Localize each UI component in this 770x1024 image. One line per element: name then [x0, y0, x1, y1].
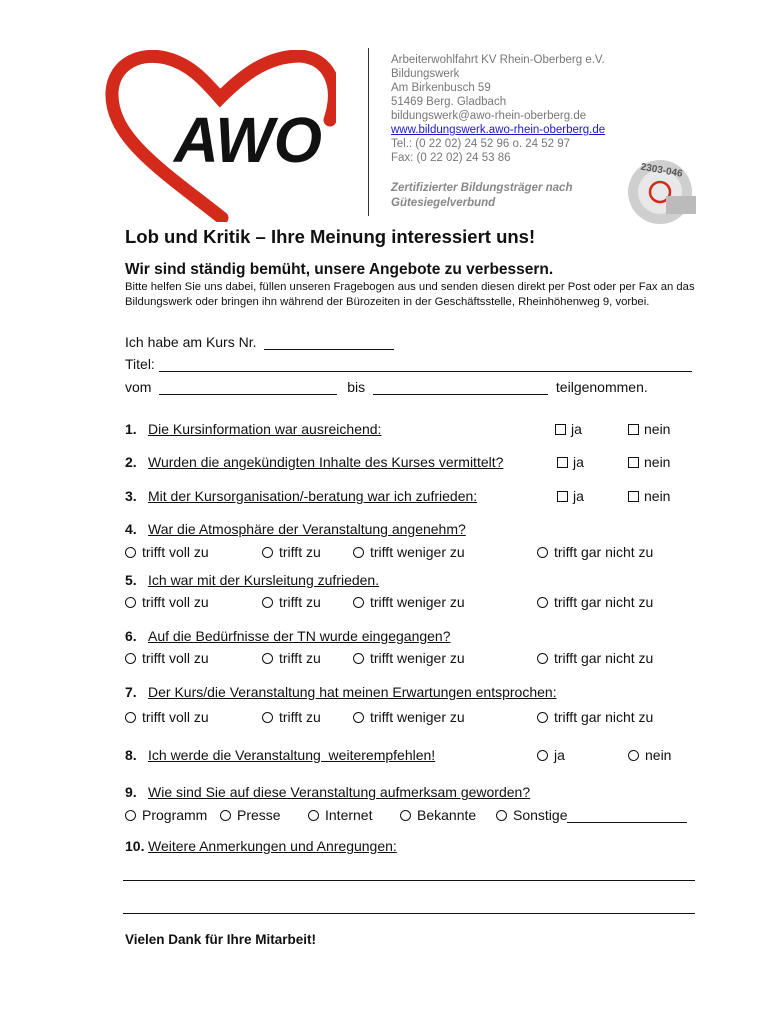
question-1: 1. Die Kursinformation war ausreichend: [125, 421, 382, 437]
page-subtitle: Wir sind ständig bemüht, unsere Angebote zu verbessern. [125, 261, 554, 278]
checkbox-icon[interactable] [628, 424, 639, 435]
from-label: vom [125, 379, 152, 395]
q5-option-voll[interactable]: trifft voll zu [125, 594, 209, 610]
sonstige-field[interactable] [567, 808, 687, 823]
question-5: 5. Ich war mit der Kursleitung zufrieden. [125, 572, 380, 588]
radio-icon[interactable] [125, 547, 136, 558]
quality-seal [622, 158, 704, 226]
q1-ja-option[interactable]: ja [555, 421, 582, 437]
course-title-row [125, 356, 692, 372]
question-10: 10. Weitere Anmerkungen und Anregungen: [125, 838, 397, 854]
course-date-row [125, 379, 648, 395]
q9-option-bekannte[interactable]: Bekannte [400, 807, 476, 823]
course-number-row [125, 334, 394, 350]
question-7: 7. Der Kurs/die Veranstaltung hat meinen Erwartungen entsprochen: [125, 684, 557, 700]
attended-label: teilgenommen. [555, 379, 648, 395]
radio-icon[interactable] [353, 597, 364, 608]
radio-icon[interactable] [628, 750, 639, 761]
org-name: Arbeiterwohlfahrt KV Rhein-Oberberg e.V. [391, 54, 605, 66]
certification-note [391, 181, 572, 211]
to-label: bis [347, 379, 366, 395]
question-2: 2. Wurden die angekündigten Inhalte des Kurses vermittelt? [125, 454, 504, 470]
radio-icon[interactable] [262, 712, 273, 723]
radio-icon[interactable] [262, 597, 273, 608]
thank-you-note: Vielen Dank für Ihre Mitarbeit! [125, 932, 317, 947]
checkbox-icon[interactable] [628, 457, 639, 468]
radio-icon[interactable] [400, 810, 411, 821]
q6-option-garnicht[interactable]: trifft gar nicht zu [537, 650, 653, 666]
radio-icon[interactable] [353, 653, 364, 664]
radio-icon[interactable] [537, 547, 548, 558]
comment-line-2[interactable] [123, 913, 695, 914]
q4-option-garnicht[interactable]: trifft gar nicht zu [537, 544, 653, 560]
q7-option-weniger[interactable]: trifft weniger zu [353, 709, 465, 725]
radio-icon[interactable] [537, 597, 548, 608]
address-block [391, 53, 605, 165]
q6-option-zu[interactable]: trifft zu [262, 650, 321, 666]
phone-number: Tel.: (0 22 02) 24 52 96 o. 24 52 97 [391, 138, 571, 150]
q9-option-sonstige[interactable]: Sonstige [496, 807, 687, 823]
q7-option-garnicht[interactable]: trifft gar nicht zu [537, 709, 653, 725]
radio-icon[interactable] [125, 653, 136, 664]
intro-text: Bitte helfen Sie uns dabei, füllen unseren Fragebogen aus und senden diesen direkt per Post oder per Fax an das Bildungswerk oder bringen ihn während der Bürozeiten in der Geschäftsstelle, Rheinhöhenweg 9, vorbei. [125, 281, 695, 308]
radio-icon[interactable] [496, 810, 507, 821]
q4-option-zu[interactable]: trifft zu [262, 544, 321, 560]
radio-icon[interactable] [308, 810, 319, 821]
q4-option-weniger[interactable]: trifft weniger zu [353, 544, 465, 560]
header-divider [368, 48, 369, 216]
comment-line-1[interactable] [123, 880, 695, 881]
question-3: 3. Mit der Kursorganisation/-beratung war ich zufrieden: [125, 488, 478, 504]
q8-nein-option[interactable]: nein [628, 747, 671, 763]
checkbox-icon[interactable] [628, 491, 639, 502]
q3-nein-option[interactable]: nein [628, 488, 670, 504]
q9-option-internet[interactable]: Internet [308, 807, 372, 823]
radio-icon[interactable] [220, 810, 231, 821]
q7-option-zu[interactable]: trifft zu [262, 709, 321, 725]
q6-option-voll[interactable]: trifft voll zu [125, 650, 209, 666]
q8-ja-option[interactable]: ja [537, 747, 565, 763]
checkbox-icon[interactable] [557, 457, 568, 468]
radio-icon[interactable] [262, 547, 273, 558]
radio-icon[interactable] [353, 712, 364, 723]
cert-line-2: Gütesiegelverbund [391, 197, 496, 209]
radio-icon[interactable] [125, 810, 136, 821]
cert-line-1: Zertifizierter Bildungsträger nach [391, 182, 573, 194]
course-number-label: Ich habe am Kurs Nr. [125, 334, 257, 350]
checkbox-icon[interactable] [555, 424, 566, 435]
q4-option-voll[interactable]: trifft voll zu [125, 544, 209, 560]
from-date-field[interactable] [159, 380, 337, 395]
radio-icon[interactable] [537, 750, 548, 761]
q9-option-presse[interactable]: Presse [220, 807, 281, 823]
radio-icon[interactable] [125, 712, 136, 723]
course-number-field[interactable] [264, 335, 394, 350]
q5-option-zu[interactable]: trifft zu [262, 594, 321, 610]
seal-number: 2303-046 [639, 161, 684, 180]
q7-option-voll[interactable]: trifft voll zu [125, 709, 209, 725]
q2-ja-option[interactable]: ja [557, 454, 584, 470]
course-title-label: Titel: [125, 356, 155, 372]
radio-icon[interactable] [537, 653, 548, 664]
org-city: 51469 Berg. Gladbach [391, 96, 507, 108]
radio-icon[interactable] [125, 597, 136, 608]
q3-ja-option[interactable]: ja [557, 488, 584, 504]
radio-icon[interactable] [262, 653, 273, 664]
fax-number: Fax: (0 22 02) 24 53 86 [391, 152, 511, 164]
radio-icon[interactable] [537, 712, 548, 723]
checkbox-icon[interactable] [557, 491, 568, 502]
q5-option-weniger[interactable]: trifft weniger zu [353, 594, 465, 610]
question-4: 4. War die Atmosphäre der Veranstaltung angenehm? [125, 521, 466, 537]
org-dept: Bildungswerk [391, 68, 460, 80]
q1-nein-option[interactable]: nein [628, 421, 670, 437]
question-8: 8. Ich werde die Veranstaltung weiterempfehlen! [125, 747, 436, 763]
q9-option-programm[interactable]: Programm [125, 807, 207, 823]
radio-icon[interactable] [353, 547, 364, 558]
q6-option-weniger[interactable]: trifft weniger zu [353, 650, 465, 666]
org-street: Am Birkenbusch 59 [391, 82, 491, 94]
q5-option-garnicht[interactable]: trifft gar nicht zu [537, 594, 653, 610]
question-6: 6. Auf die Bedürfnisse der TN wurde eingegangen? [125, 628, 451, 644]
website-link[interactable]: www.bildungswerk.awo-rhein-oberberg.de [391, 124, 606, 136]
page-title: Lob und Kritik – Ihre Meinung interessiert uns! [125, 226, 536, 247]
org-email: bildungswerk@awo-rhein-oberberg.de [391, 110, 587, 122]
to-date-field[interactable] [373, 380, 548, 395]
logo-text: AWO [172, 104, 322, 176]
course-title-field[interactable] [159, 357, 692, 372]
question-9: 9. Wie sind Sie auf diese Veranstaltung aufmerksam geworden? [125, 784, 531, 800]
awo-logo [104, 50, 336, 222]
q2-nein-option[interactable]: nein [628, 454, 670, 470]
